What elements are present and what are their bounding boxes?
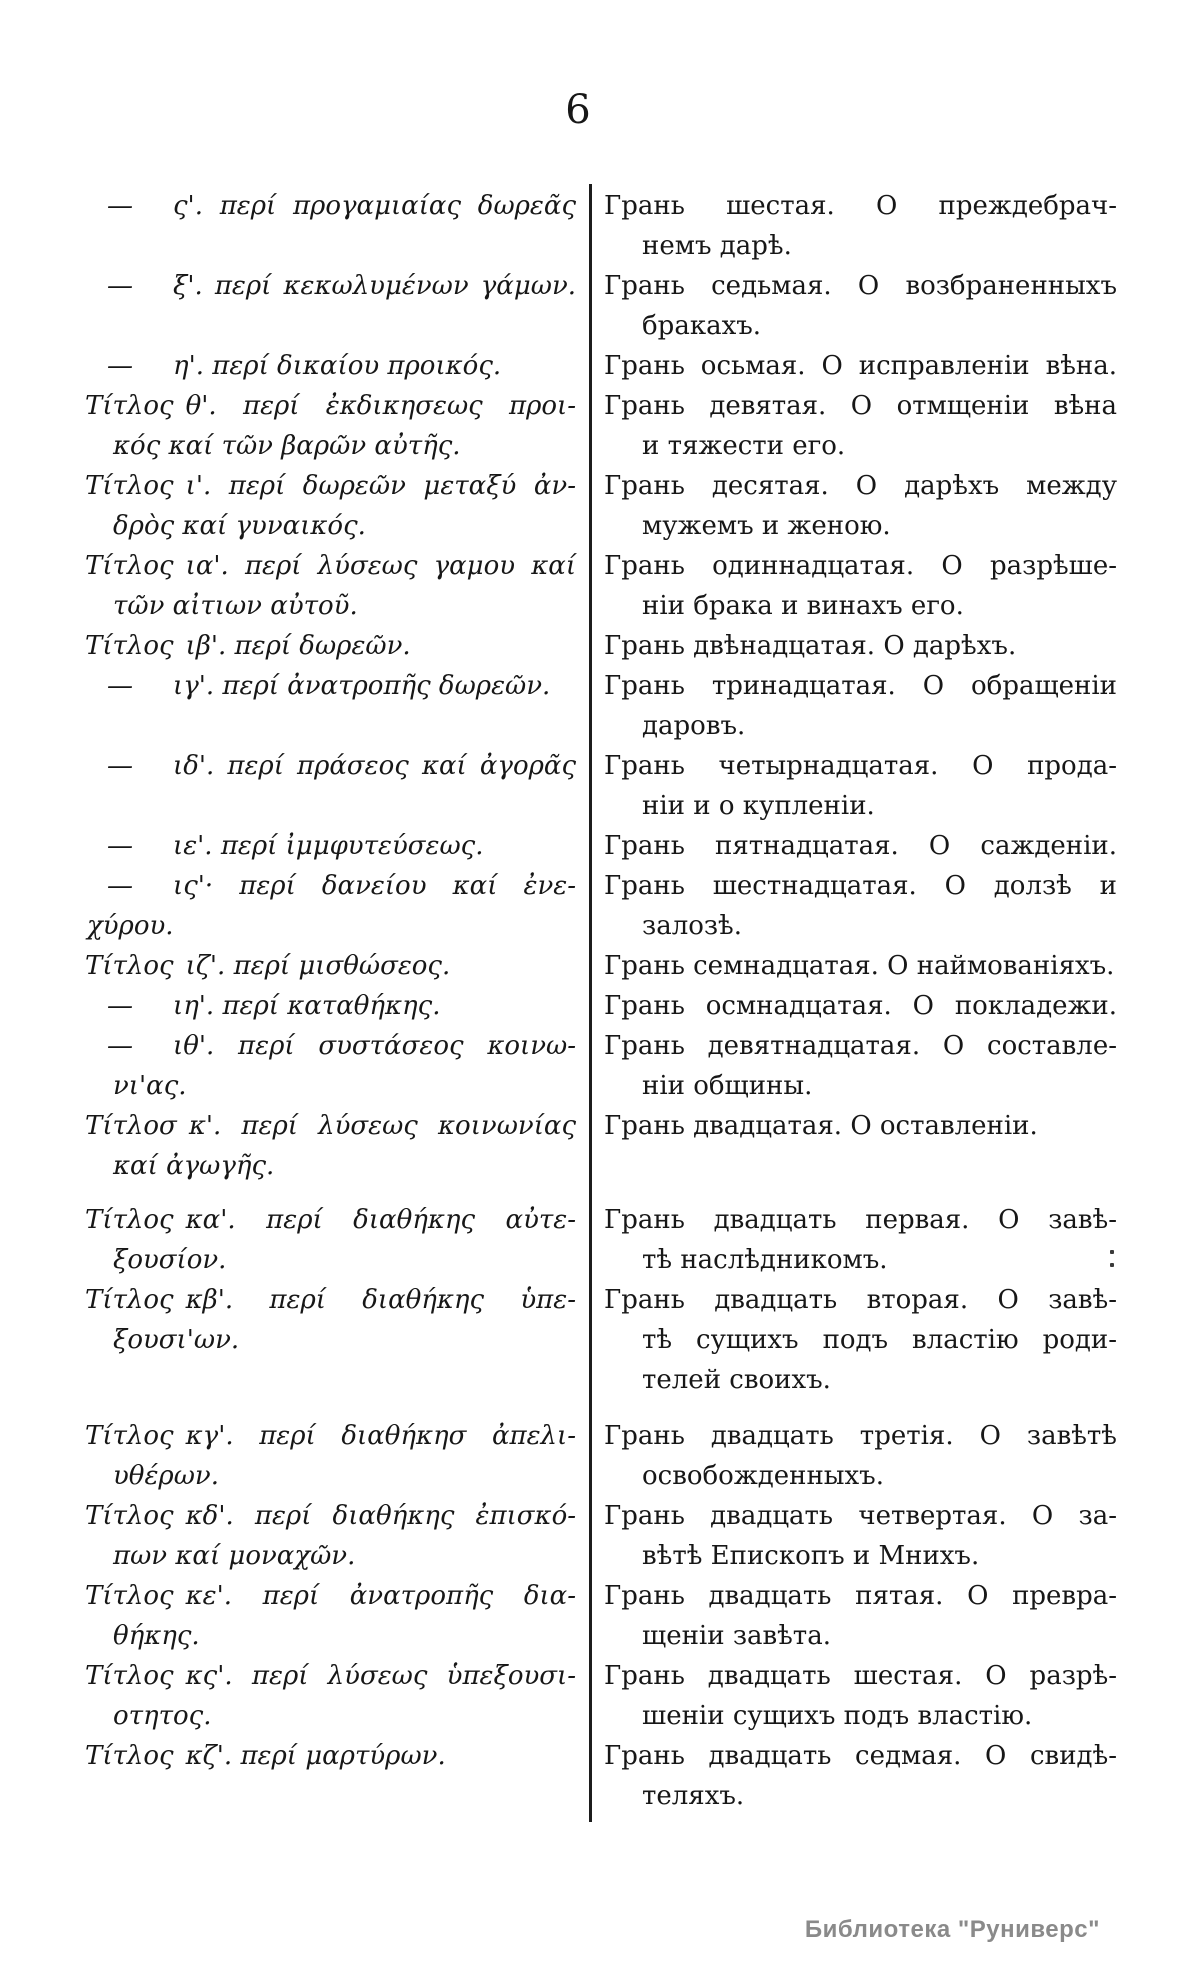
greek-line: υθέρων. (113, 1461, 219, 1491)
russian-line: Грань двадцать третія. О завѣтѣ (604, 1421, 1117, 1451)
toc-entry-russian (604, 1106, 1117, 1146)
russian-line: Грань двадцатая. О оставленіи. (604, 1111, 1038, 1141)
toc-row (85, 186, 1117, 266)
greek-line: — ξ'. περί κεκωλυμένων γάμων. (85, 266, 576, 306)
toc-entry-greek (85, 266, 576, 306)
entry-marker: — (107, 271, 133, 301)
entry-marker: — (107, 191, 133, 221)
russian-line: ніи и о купленіи. (642, 791, 875, 821)
toc-entry-russian (604, 1416, 1117, 1496)
toc-entry-greek (85, 546, 576, 626)
toc-entry-russian (604, 346, 1117, 386)
toc-row (85, 746, 1117, 826)
library-watermark: Библиотека "Руниверс" (804, 1916, 1100, 1943)
entry-marker: — (107, 991, 133, 1021)
toc-row (85, 986, 1117, 1026)
toc-entry-russian (604, 1496, 1117, 1576)
toc-entry-russian (604, 1280, 1117, 1400)
greek-line: Τίτλος κζ'. περί μαρτύρων. (85, 1741, 446, 1771)
greek-line: ξουσι'ων. (113, 1325, 240, 1355)
greek-line: Τίτλος ι'. περί δωρεῶν μεταξύ ἀν- (85, 471, 577, 501)
greek-line: πων καί μοναχῶν. (113, 1541, 356, 1571)
russian-line: Грань двадцать вторая. О завѣ- (604, 1285, 1117, 1315)
russian-line: бракахъ. (642, 311, 762, 341)
russian-line: даровъ. (642, 711, 746, 741)
toc-entry-greek (85, 946, 576, 986)
russian-line: Грань двадцать четвертая. О за- (604, 1501, 1117, 1531)
russian-line: освобожденныхъ. (642, 1461, 884, 1491)
entry-marker: Τίτλος (85, 471, 174, 501)
greek-line: κός καί τῶν βαρῶν αὐτῆς. (113, 431, 461, 461)
toc-entry-russian (604, 946, 1117, 986)
russian-line: Грань десятая. О дарѣхъ между (604, 471, 1117, 501)
greek-line: Τίτλος ια'. περί λύσεως γαμου καί (85, 551, 577, 581)
greek-line: Τίτλος κς'. περί λύσεως ὑπεξουσι- (85, 1661, 577, 1691)
toc-entry-russian (604, 1200, 1117, 1280)
russian-line: Грань девятая. О отмщеніи вѣна (604, 391, 1117, 421)
toc-entry-russian (604, 1736, 1117, 1816)
russian-line: тѣ наслѣдникомъ. (642, 1245, 888, 1275)
toc-row (85, 1200, 1117, 1280)
greek-line: Τίτλος ιζ'. περί μισθώσεος. (85, 951, 451, 981)
entry-marker: — (107, 831, 133, 861)
toc-entry-russian (604, 466, 1117, 546)
toc-entry-greek (85, 1416, 576, 1496)
page-number: 6 (565, 87, 591, 133)
toc-entry-russian (604, 1656, 1117, 1736)
toc-row (85, 386, 1117, 466)
russian-line: Грань четырнадцатая. О прода- (604, 751, 1117, 781)
entry-marker: Τίτλος (85, 551, 174, 581)
toc-rows (85, 186, 1117, 1816)
toc-row (85, 666, 1117, 746)
toc-row (85, 1280, 1117, 1400)
toc-row (85, 1496, 1117, 1576)
russian-line: вѣтѣ Епископъ и Мнихъ. (642, 1541, 980, 1571)
toc-entry-russian (604, 986, 1117, 1026)
russian-line: Грань шестнадцатая. О долзѣ и (604, 871, 1117, 901)
greek-line: — η'. περί δικαίου προικός. (85, 346, 576, 386)
russian-line: Грань одиннадцатая. О разрѣше- (604, 551, 1117, 581)
toc-entry-russian (604, 1026, 1117, 1106)
russian-line: мужемъ и женою. (642, 511, 891, 541)
greek-line: καί ἀγωγῆς. (113, 1151, 275, 1181)
entry-marker: Τίτλος (85, 631, 174, 661)
russian-line: Грань осмнадцатая. О покладежи. (604, 991, 1117, 1021)
toc-entry-greek (85, 1106, 576, 1186)
entry-marker: Τίτλος (85, 1661, 174, 1691)
greek-line: χύρου. (87, 911, 174, 941)
greek-line: νι'ας. (113, 1071, 187, 1101)
toc-entry-russian (604, 386, 1117, 466)
entry-marker: Τίτλος (85, 951, 174, 981)
scan-artifact (1110, 1250, 1114, 1254)
toc-entry-russian (604, 186, 1117, 266)
russian-line: Грань двадцать пятая. О превра- (604, 1581, 1117, 1611)
toc-entry-greek (85, 186, 576, 226)
russian-line: ніи общины. (642, 1071, 813, 1101)
greek-line: τῶν αἰτιων αὐτοῦ. (113, 591, 358, 621)
toc-entry-greek (85, 826, 576, 866)
russian-line: Грань двадцать первая. О завѣ- (604, 1205, 1117, 1235)
greek-line: θήκης. (113, 1621, 200, 1651)
toc-entry-greek (85, 1656, 576, 1736)
russian-line: щеніи завѣта. (642, 1621, 831, 1651)
russian-line: ніи брака и винахъ его. (642, 591, 964, 621)
entry-marker: — (107, 1031, 133, 1061)
toc-entry-russian (604, 1576, 1117, 1656)
russian-line: Грань двѣнадцатая. О дарѣхъ. (604, 631, 1017, 661)
russian-line: Грань семнадцатая. О наймованіяхъ. (604, 951, 1115, 981)
greek-line: Τίτλος κγ'. περί διαθήκησ ἀπελι- (85, 1421, 577, 1451)
greek-line: — ιγ'. περί ἀνατροπῆς δωρεῶν. (85, 666, 576, 706)
toc-entry-greek (85, 866, 576, 946)
toc-row (85, 826, 1117, 866)
greek-line: οτητος. (113, 1701, 212, 1731)
toc-entry-greek (85, 1026, 576, 1106)
toc-row (85, 1736, 1117, 1816)
toc-entry-greek (85, 1200, 576, 1280)
russian-line: Грань осьмая. О исправленіи вѣна. (604, 351, 1117, 381)
entry-marker: Τίτλος (85, 1741, 174, 1771)
toc-entry-greek (85, 466, 576, 546)
toc-row (85, 626, 1117, 666)
toc-entry-russian (604, 826, 1117, 866)
toc-entry-greek (85, 346, 576, 386)
toc-row (85, 466, 1117, 546)
toc-row (85, 1026, 1117, 1106)
entry-marker: Τίτλος (85, 1205, 174, 1235)
russian-line: залозѣ. (642, 911, 742, 941)
toc-entry-greek (85, 666, 576, 706)
toc-row (85, 866, 1117, 946)
toc-row (85, 346, 1117, 386)
greek-line: δρὸς καί γυναικός. (113, 511, 366, 541)
greek-line: Τίτλος κα'. περί διαθήκης αὐτε- (85, 1205, 577, 1235)
toc-entry-russian (604, 866, 1117, 946)
russian-line: Грань двадцать шестая. О разрѣ- (604, 1661, 1117, 1691)
toc-row (85, 266, 1117, 346)
entry-marker: Τίτλος (85, 1421, 174, 1451)
greek-line: ξουσίον. (113, 1245, 227, 1275)
toc-row (85, 1106, 1117, 1186)
russian-line: Грань седьмая. О возбраненныхъ (604, 271, 1117, 301)
toc-entry-russian (604, 546, 1117, 626)
russian-line: телей своихъ. (642, 1365, 831, 1395)
greek-line: Τίτλος θ'. περί ἐκδικησεως προι- (85, 391, 577, 421)
greek-line: — ιη'. περί καταθήκης. (85, 986, 576, 1026)
entry-marker: Τίτλος (85, 391, 174, 421)
toc-row (85, 1656, 1117, 1736)
entry-marker: Τίτλος (85, 1285, 174, 1315)
russian-line: Грань двадцать седмая. О свидѣ- (604, 1741, 1117, 1771)
russian-line: теляхъ. (642, 1781, 745, 1811)
russian-line: тѣ сущихъ подъ властію роди- (642, 1325, 1117, 1355)
toc-entry-greek (85, 386, 576, 466)
greek-line: Τίτλος κβ'. περί διαθήκης ὑπε- (85, 1285, 577, 1315)
russian-line: Грань пятнадцатая. О сажденіи. (604, 831, 1117, 861)
table-of-contents (85, 186, 1117, 1816)
greek-line: Τίτλος κε'. περί ἀνατροπῆς δια- (85, 1581, 577, 1611)
greek-line: — ις'· περί δανείου καί ἐνε- (85, 866, 576, 906)
greek-line: — ιε'. περί ἰμμφυτεύσεως. (85, 826, 576, 866)
toc-entry-russian (604, 266, 1117, 346)
toc-entry-russian (604, 626, 1117, 666)
toc-row (85, 546, 1117, 626)
toc-entry-greek (85, 1280, 576, 1360)
russian-line: немъ дарѣ. (642, 231, 792, 261)
greek-line: — ιδ'. περί πράσεος καί ἀγορᾶς (85, 746, 576, 786)
toc-row (85, 1576, 1117, 1656)
entry-marker: — (107, 351, 133, 381)
toc-entry-greek (85, 746, 576, 786)
toc-row (85, 946, 1117, 986)
toc-entry-russian (604, 746, 1117, 826)
greek-line: Τίτλοσ κ'. περί λύσεως κοινωνίας (85, 1111, 577, 1141)
entry-marker: — (107, 751, 133, 781)
toc-entry-greek (85, 1576, 576, 1656)
toc-row (85, 1416, 1117, 1496)
toc-entry-russian (604, 666, 1117, 746)
russian-line: Грань шестая. О преждебрач- (604, 191, 1117, 221)
greek-line: Τίτλος κδ'. περί διαθήκης ἐπισκό- (85, 1501, 577, 1531)
entry-marker: — (107, 871, 133, 901)
russian-line: и тяжести его. (642, 431, 846, 461)
toc-entry-greek (85, 626, 576, 666)
entry-marker: Τίτλος (85, 1581, 174, 1611)
entry-marker: Τίτλος (85, 1501, 174, 1531)
greek-line: — ιθ'. περί συστάσεος κοινω- (85, 1026, 576, 1066)
entry-marker: — (107, 671, 133, 701)
entry-marker: Τίτλοσ (85, 1111, 177, 1141)
toc-entry-greek (85, 1496, 576, 1576)
greek-line: Τίτλος ιβ'. περί δωρεῶν. (85, 631, 411, 661)
russian-line: Грань тринадцатая. О обращеніи (604, 671, 1117, 701)
greek-line: — ς'. περί προγαμιαίας δωρεᾶς (85, 186, 576, 226)
toc-entry-greek (85, 1736, 576, 1776)
russian-line: Грань девятнадцатая. О составле- (604, 1031, 1117, 1061)
toc-entry-greek (85, 986, 576, 1026)
russian-line: шеніи сущихъ подъ властію. (642, 1701, 1033, 1731)
